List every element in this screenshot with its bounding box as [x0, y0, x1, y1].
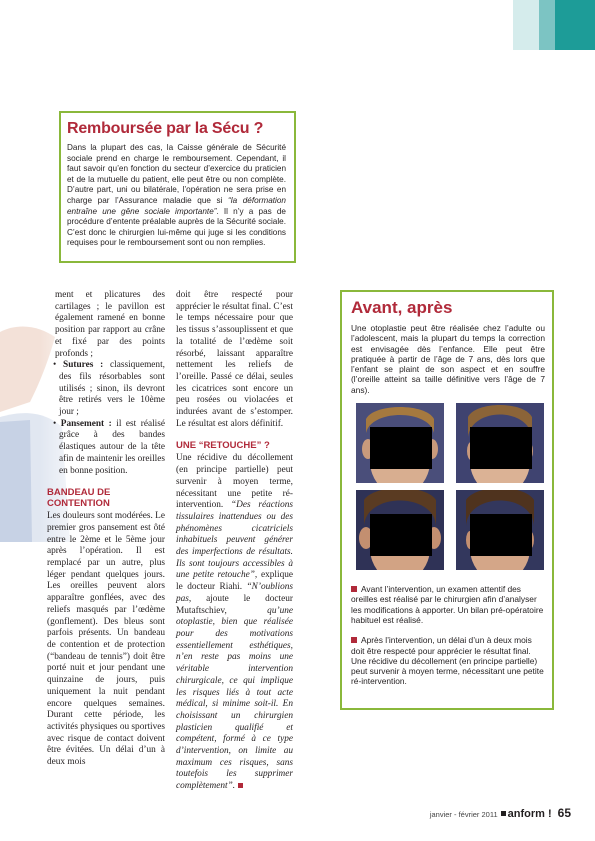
corner-band-light: [513, 0, 539, 50]
photo-after-2: [456, 490, 544, 570]
bandeau-heading: BANDEAU DE CONTENTION: [47, 487, 111, 510]
article-column-2: [176, 290, 293, 793]
footer-square-icon: [501, 811, 506, 816]
privacy-bar: [470, 427, 532, 469]
bandeau-text: Les douleurs sont modérées. Le premier gros pansement est ôté entre le 2ème et le 5ème jour après l’opération. Il est remplacé par un autre, plus léger pendant quelques jours. Les oreilles peuvent alors apparaître gonflées, avec des reliefs masqués par l’œdème (gonflement). Des bleus sont parfois présents. Un bandeau de contention et de protection (“bandeau de tennis”) doit être porté nuit et jour pendant une quinzaine de jours, puis uniquement la nuit pendant encore quelques semaines. Durant cette période, les activités physiques ou sportives avec risque de contact doivent être évitées. Un délai d’un à deux mois: [47, 511, 166, 768]
issue-date: janvier - février 2011: [429, 810, 498, 819]
photo-before-2: [356, 490, 444, 570]
red-square-icon: [351, 586, 357, 592]
sutures-item: • Sutures : classiquement, des fils résorbables sont utilisés ; sinon, ils devront être retirés vers le 10ème jour ;: [53, 360, 165, 418]
pansement-item: • Pansement : il est réalisé grâce à des bandes élastiques autour de la tête afin de maintenir les oreilles en bonne position.: [53, 418, 165, 476]
avant-title: Avant, après: [351, 298, 453, 317]
photo-before-1: [356, 403, 444, 483]
magazine-brand: anform !: [507, 808, 552, 820]
privacy-bar: [370, 427, 432, 469]
red-square-icon: [351, 637, 357, 643]
retouche-text: Une récidive du décollement (en principe partielle) peut survenir à moyen terme, nécessitant une petite ré-intervention. “Des réactions tissulaires inattendues ou des phénomènes cicatriciels inhabituels peuvent générer des imperfections de résultats. Ils sont toujours accessibles à une petite retouche”, explique le docteur Riahi. “N’oublions pas, ajoute le docteur Mutaftschiev, qu’une otoplastie, bien que réalisée pour des motivations essentiellement esthétiques, n’en reste pas moins une véritable intervention chirurgicale, ce qui implique les risques liés à tout acte médical, si minime soit-il. En choisissant un chirurgien plasticien qualifié et compétent, formé à ce type d’intervention, on limite au maximum ces risques, sans toutefois les supprimer complètement”.: [176, 453, 293, 792]
col1-continuation: ment et plicatures des cartilages ; le pavillon est également ramené en bonne position par rapport au crâne et fixé par des points profonds ;: [55, 290, 165, 359]
caption-before: Avant l’intervention, un examen attentif des oreilles est réalisé par le chirurgien afin d’analyser les modifications à apporter. Un bilan pré-opératoire habituel est réalisé.: [351, 584, 544, 625]
secu-title: Remboursée par la Sécu ?: [67, 120, 264, 137]
secu-text: Dans la plupart des cas, la Caisse générale de Sécurité sociale prend en charge le remboursement. Cependant, il faut savoir qu’en fonction du secteur d’exercice du praticien et de la mutuelle du patient, elle peut être ou non complète. D’autre part, uni ou bilatérale, l’opération ne sera prise en charge par l’Assurance maladie que si “la déformation entraîne une gêne sociale importante”. Il n’y a pas de procédure d’entente préalable auprès de la Sécurité sociale. C’est donc le chirurgien lui-même qui juge si les conditions requises pour le remboursement sont ou non remplies.: [67, 143, 286, 248]
avant-intro: Une otoplastie peut être réalisée chez l’adulte ou l’adolescent, mais la plupart du temps la correction est envisagée dès l’enfance. Elle peut être pratiquée à partir de l’âge de 7 ans, dès lors que l’enfant se plaint de son aspect et en souffre (l’oreille atteint sa taille définitive vers l’âge de 7 ans).: [351, 323, 545, 395]
privacy-bar: [370, 514, 432, 556]
article-column-1: [47, 290, 165, 769]
page-number: 65: [557, 806, 571, 820]
photo-after-1: [456, 403, 544, 483]
secu-quote: “la déformation entraîne une gêne sociale importante”: [67, 195, 286, 216]
corner-band-dark: [555, 0, 595, 50]
retouche-heading: UNE “RETOUCHE” ?: [176, 440, 270, 452]
page-footer: [430, 806, 571, 820]
secu-sidebox: [59, 111, 296, 263]
avant-apres-box: [340, 290, 554, 710]
col2-continuation: doit être respecté pour apprécier le résultat final. C’est le temps nécessaire pour que les tissus s’assouplissent et que la totalité de l’œdème soit résorbé, laissant apparaître nettement les reliefs de l’oreille. Passé ce délai, seules les cicatrices sont encore un peu rosées ou violacées et indurées avant de s’estomper. Le résultat est alors définitif.: [176, 290, 293, 429]
photo-captions: [351, 584, 545, 687]
caption-after: Après l’intervention, un délai d’un à deux mois doit être respecté pour apprécier le résultat final. Une récidive du décollement (en principe partielle) peut survenir à moyen terme, nécessitant une petite ré-intervention.: [351, 635, 544, 687]
privacy-bar: [470, 514, 532, 556]
before-after-photos: [356, 403, 545, 570]
end-square-icon: [238, 783, 243, 788]
corner-band-mid: [539, 0, 555, 50]
